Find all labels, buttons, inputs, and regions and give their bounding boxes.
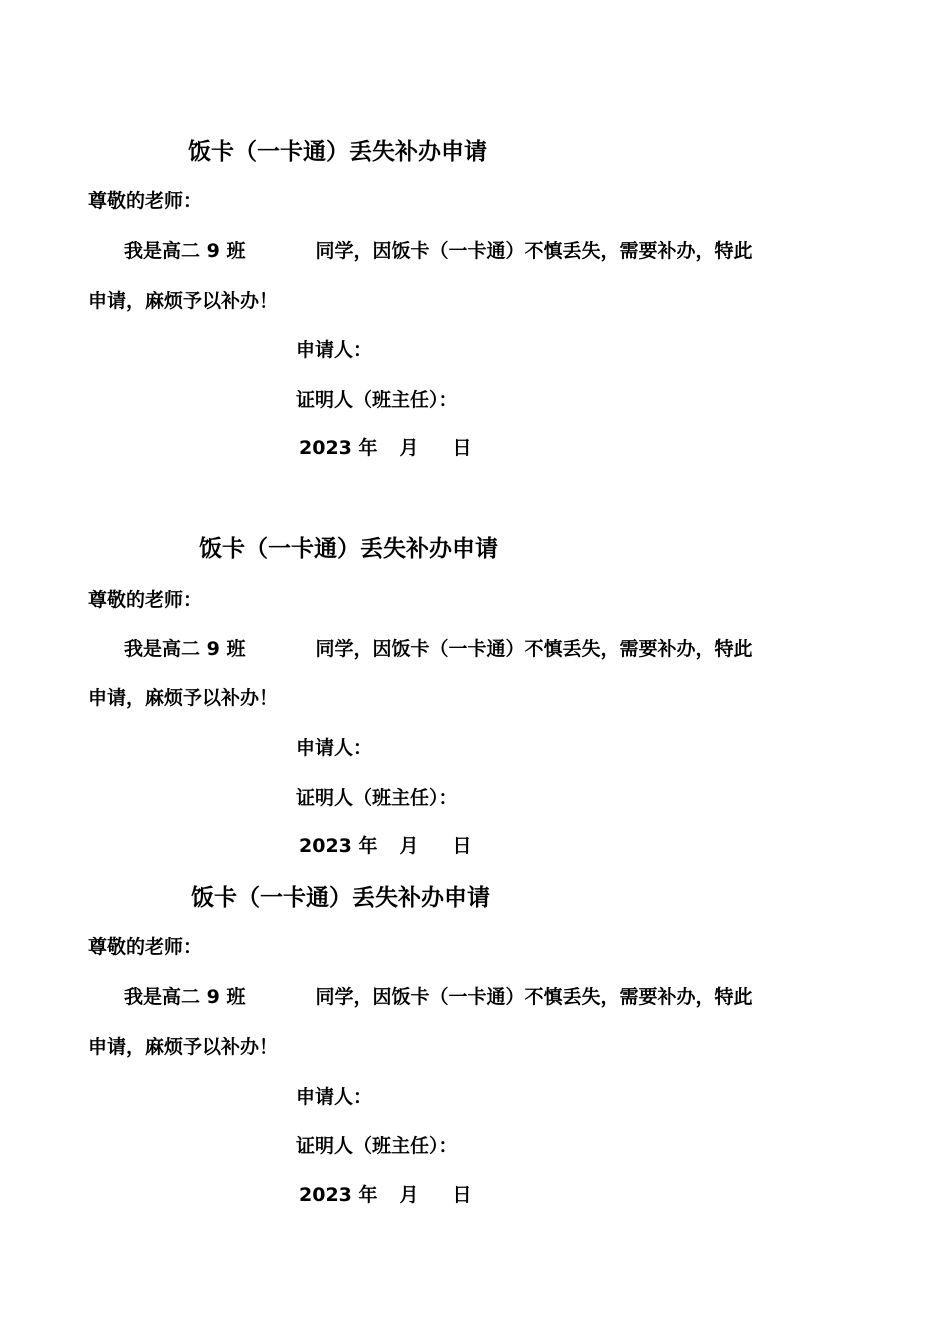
date-day: 日 <box>452 835 472 857</box>
salutation: 尊敬的老师： <box>88 589 203 611</box>
date-year: 2023 年 <box>299 437 378 459</box>
witness-label: 证明人（班主任）： <box>296 1135 458 1157</box>
name-blank <box>245 238 315 264</box>
body-class-text: 我是高二 9 班 <box>124 986 246 1008</box>
salutation: 尊敬的老师： <box>88 190 203 212</box>
form-title: 饭卡（一卡通）丢失补办申请 <box>199 536 498 562</box>
body-reason-text: 同学，因饭卡（一卡通）不慎丢失，需要补办，特此 <box>315 240 753 262</box>
body-reason-text: 同学，因饭卡（一卡通）不慎丢失，需要补办，特此 <box>315 986 753 1008</box>
witness-label: 证明人（班主任）： <box>296 389 458 411</box>
body-line-1 <box>124 984 864 1010</box>
salutation: 尊敬的老师： <box>88 936 203 958</box>
date-month: 月 <box>399 437 419 459</box>
body-line-1 <box>124 636 864 662</box>
body-class-text: 我是高二 9 班 <box>124 240 246 262</box>
applicant-label: 申请人： <box>296 339 373 361</box>
body-line-2: 申请，麻烦予以补办！ <box>88 290 279 312</box>
name-blank <box>245 984 315 1010</box>
date-month: 月 <box>399 835 419 857</box>
date-year: 2023 年 <box>299 1184 378 1206</box>
date-year: 2023 年 <box>299 835 378 857</box>
date-line <box>299 1182 472 1208</box>
applicant-label: 申请人： <box>296 737 373 759</box>
date-day: 日 <box>452 437 472 459</box>
witness-label: 证明人（班主任）： <box>296 787 458 809</box>
date-line <box>299 435 472 461</box>
body-line-1 <box>124 238 864 264</box>
date-day: 日 <box>452 1184 472 1206</box>
date-line <box>299 833 472 859</box>
date-month: 月 <box>399 1184 419 1206</box>
body-reason-text: 同学，因饭卡（一卡通）不慎丢失，需要补办，特此 <box>315 638 753 660</box>
name-blank <box>245 636 315 662</box>
body-line-2: 申请，麻烦予以补办！ <box>88 1036 279 1058</box>
body-line-2: 申请，麻烦予以补办！ <box>88 687 279 709</box>
form-title: 饭卡（一卡通）丢失补办申请 <box>188 139 487 165</box>
applicant-label: 申请人： <box>296 1086 373 1108</box>
form-title: 饭卡（一卡通）丢失补办申请 <box>191 885 490 911</box>
body-class-text: 我是高二 9 班 <box>124 638 246 660</box>
